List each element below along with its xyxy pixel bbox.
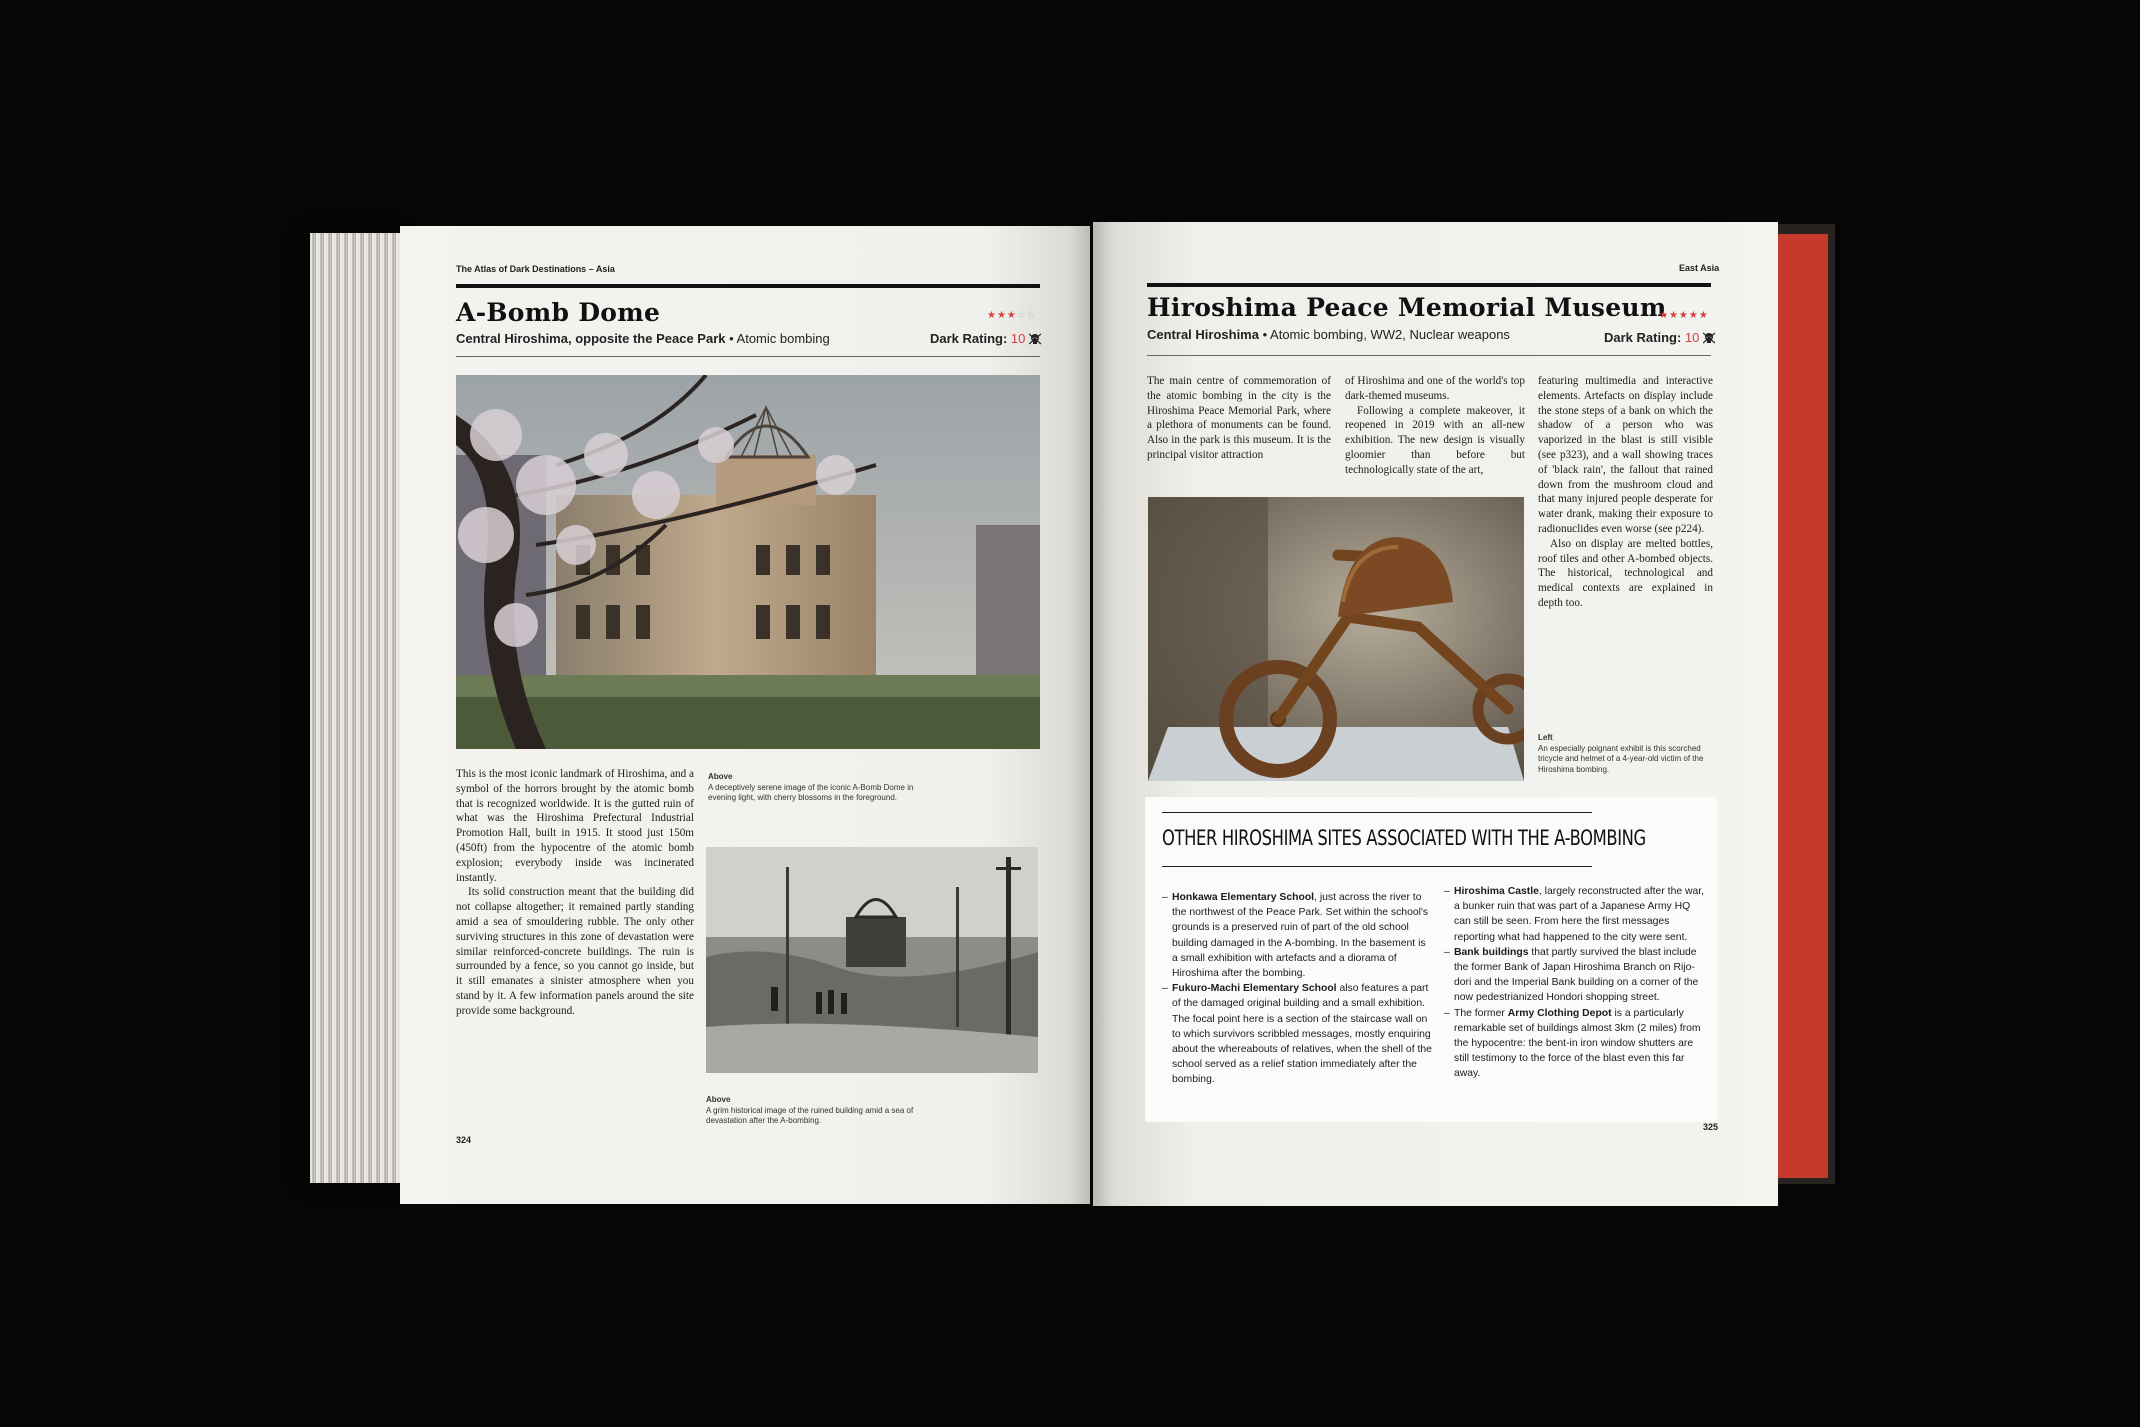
bullet-sep: •: [725, 331, 737, 346]
page-number-left: 324: [456, 1135, 472, 1145]
subheader-rule-right: [1147, 355, 1711, 356]
caption-heading: Left: [1538, 733, 1553, 742]
star-rating-left: [987, 310, 1037, 321]
caption-text: An especially poignant exhibit is this scorched tricycle and helmet of a 4-year-old victim of the Hiroshima bombing.: [1538, 743, 1704, 774]
site-name: Hiroshima Castle: [1454, 886, 1539, 897]
body-paragraph-col3b: Also on display are melted bottles, roof tiles and other A-bombed objects. The historical, technological and medical contexts are explained in depth too.: [1538, 537, 1713, 609]
list-item: [1162, 981, 1434, 1087]
header-rule-right: [1147, 283, 1711, 287]
page-number-right: 325: [1703, 1122, 1719, 1132]
a-bomb-dome-photo: [456, 375, 1040, 749]
site-name: Army Clothing Depot: [1507, 1007, 1612, 1019]
body-paragraph-col2a: of Hiroshima and one of the world's top dark-themed museums.: [1345, 375, 1525, 402]
running-head-left: The Atlas of Dark Destinations – Asia: [456, 264, 615, 274]
caption-tricycle-photo: [1538, 733, 1718, 775]
location-left: Central Hiroshima, opposite the Peace Park: [456, 331, 726, 346]
list-item: [1444, 945, 1706, 1006]
page-block-edges: [310, 233, 410, 1183]
caption-text: A grim historical image of the ruined building amid a sea of devastation after the A-bombing.: [706, 1105, 914, 1125]
skull-icon: [1029, 333, 1041, 345]
site-desc: also features a part of the damaged original building and a small exhibition. The focal point here is a section of the staircase wall on to which survivors scribbled messages, mostly enquiring about the whereabouts of relatives, when the shell of the school served as a relief station immediately after the bombing.: [1172, 983, 1432, 1086]
list-item: [1444, 884, 1706, 945]
site-name: Honkawa Elementary School: [1172, 892, 1315, 903]
bullet-sep: •: [1258, 327, 1271, 342]
subtitle-left: [456, 331, 830, 346]
caption-heading: Above: [708, 772, 733, 781]
topic-left: Atomic bombing: [736, 331, 830, 346]
rating-label: Dark Rating:: [1604, 330, 1685, 345]
caption-text: A deceptively serene image of the iconic A-Bomb Dome in evening light, with cherry blossoms in the foreground.: [708, 782, 914, 802]
rating-value: 10: [1684, 330, 1700, 345]
dark-rating-left: [930, 331, 1041, 346]
site-desc: , largely reconstructed after the war, a bunker ruin that was part of a Japanese Army HQ can still be seen. From here the first messages reporting what had happened to the city were sent.: [1454, 886, 1705, 943]
body-col-1: [1147, 374, 1331, 463]
site-desc: that partly survived the blast include the former Bank of Japan Hiroshima Branch on Rijo-dori and the Imperial Bank building on a corner of the now pedestrianized Hondori shopping street.: [1454, 946, 1699, 1004]
box-title: OTHER HIROSHIMA SITES ASSOCIATED WITH THE A-BOMBING: [1162, 826, 1646, 850]
body-paragraph-col1: The main centre of commemoration of the atomic bombing in the city is the Hiroshima Peace Memorial Park, where a plethora of monuments can be found. Also in the park is this museum. It is the principal visitor attraction: [1147, 375, 1331, 461]
list-item: [1444, 1006, 1706, 1082]
skull-icon: [1703, 332, 1715, 344]
subtitle-right: [1147, 327, 1510, 342]
stars-empty: ☆☆: [1016, 310, 1037, 321]
body-text-left: [456, 767, 694, 1019]
caption-historical-photo: [706, 1095, 926, 1127]
article-title-right: Hiroshima Peace Memorial Museum: [1147, 293, 1667, 322]
header-rule-left: [456, 284, 1040, 288]
star-rating-right: ★★★★★: [1659, 310, 1709, 321]
site-desc: , just across the river to the northwest of the Peace Park. Set within the school's grounds is a preserved ruin of part of the old school building damaged in the A-bombing. In the basement is a small exhibition with artefacts and a diorama of Hiroshima after the bombing.: [1172, 892, 1429, 980]
rating-value: 10: [1010, 331, 1026, 346]
caption-heading: Above: [706, 1095, 731, 1104]
historical-ruin-photo: [706, 847, 1038, 1073]
site-prefix: The former: [1454, 1007, 1508, 1019]
body-col-3: [1538, 374, 1713, 611]
box-rule-bottom: [1162, 866, 1592, 867]
site-desc: is a particularly remarkable set of buildings almost 3km (2 miles) from the hypocentre: the bent-in iron window shutters are still testimony to the force of the blast even this far away.: [1454, 1007, 1701, 1080]
running-head-right: East Asia: [1679, 263, 1720, 273]
body-paragraph-1: This is the most iconic landmark of Hiroshima, and a symbol of the horrors brought by the atomic bomb that is recognized worldwide. It is the gutted ruin of what was the Hiroshima Prefectural Industrial Promotion Hall, built in 1915. It stood just 150m (450ft) from the hypocentre of the atomic bomb explosion; everybody inside was incinerated instantly.: [456, 768, 694, 884]
article-title-left: A-Bomb Dome: [456, 298, 661, 327]
location-right: Central Hiroshima: [1147, 327, 1259, 342]
topic-right: Atomic bombing, WW2, Nuclear weapons: [1270, 327, 1510, 342]
body-paragraph-col3a: featuring multimedia and interactive elements. Artefacts on display include the stone steps of a bank on which the shadow of a person who was vaporized in the blast is still visible (see p323), and a wall showing traces of 'black rain', the fallout that rained down from the mushroom cloud and that many injured people desperate for water drank, making their exposure to radionuclides even worse (see p224).: [1538, 375, 1713, 535]
box-col-left: [1162, 890, 1434, 1088]
tricycle-exhibit-photo: [1148, 497, 1524, 781]
list-item: [1162, 890, 1434, 981]
rating-label: Dark Rating:: [930, 331, 1011, 346]
caption-dome-photo: [708, 772, 918, 804]
site-name: Fukuro-Machi Elementary School: [1172, 983, 1337, 995]
box-col-right: [1444, 884, 1706, 1082]
subheader-rule-left: [456, 356, 1040, 357]
body-paragraph-col2b: Following a complete makeover, it reopened in 2019 with an all-new exhibition. The new design is visually gloomier than before but technologically state of the art,: [1345, 404, 1525, 476]
body-col-2: [1345, 374, 1525, 478]
site-name: Bank buildings: [1454, 946, 1529, 958]
stars-filled: ★★★: [987, 310, 1017, 321]
dark-rating-right: [1604, 330, 1715, 345]
box-rule-top: [1162, 812, 1592, 813]
body-paragraph-2: Its solid construction meant that the building did not collapse altogether; it remained partly standing amid a sea of smouldering rubble. The only other surviving structures in this zone of devastation were similar reinforced-concrete buildings. The ruin is surrounded by a fence, so you cannot go inside, but it still emanates a sinister atmosphere when you stand by it. A few information panels around the site provide some background.: [456, 886, 694, 1017]
